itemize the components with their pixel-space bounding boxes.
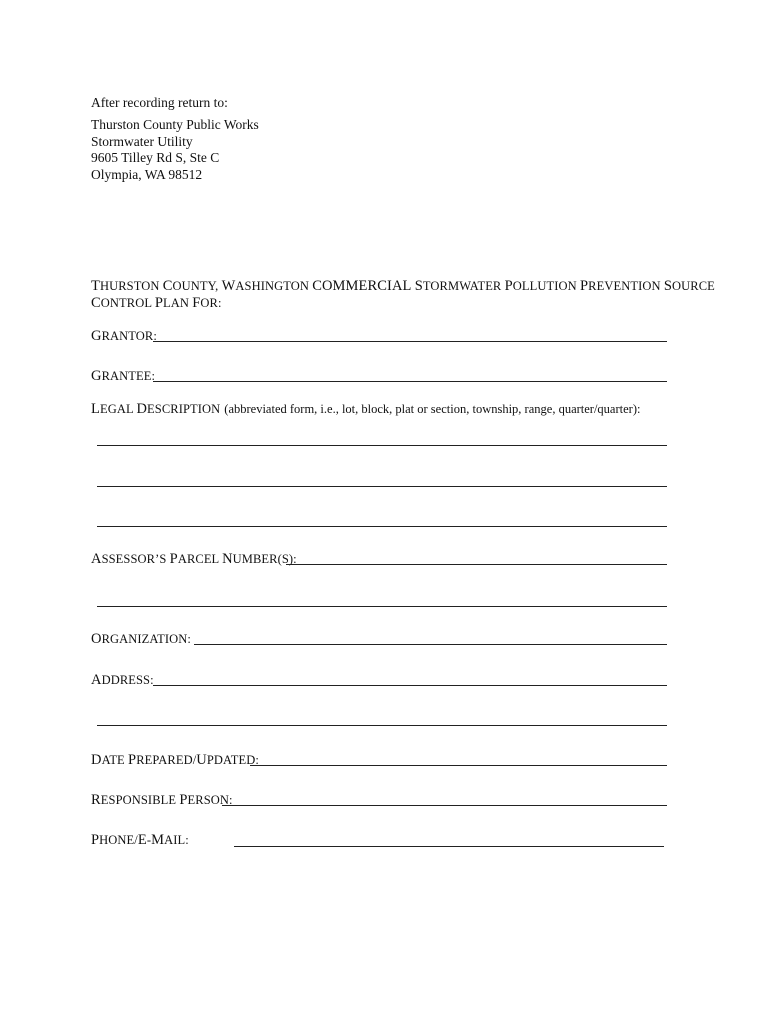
address-field-2[interactable] [97, 725, 667, 726]
form-title-line-1: THURSTON COUNTY, WASHINGTON COMMERCIAL STORMWATER POLLUTION PREVENTION SOURCE [91, 278, 715, 294]
return-address-line: Thurston County Public Works [91, 117, 259, 132]
grantor-label: GRANTOR: [91, 328, 157, 344]
phone-email-label: PHONE/E-MAIL: [91, 832, 189, 848]
legal-description-field-3[interactable] [97, 526, 667, 527]
legal-description-label: LEGAL DESCRIPTION (abbreviated form, i.e., lot, block, plat or section, township, range, quarter/quarter): [91, 401, 641, 417]
date-prepared-field[interactable] [250, 765, 667, 766]
address-label: ADDRESS: [91, 672, 154, 688]
responsible-person-label: RESPONSIBLE PERSON: [91, 792, 233, 808]
grantee-field[interactable] [153, 381, 667, 382]
parcel-number-field-1[interactable] [286, 564, 667, 565]
organization-field[interactable] [194, 644, 667, 645]
grantee-label: GRANTEE: [91, 368, 156, 384]
return-address-line: Olympia, WA 98512 [91, 166, 203, 182]
legal-description-field-2[interactable] [97, 486, 667, 487]
date-prepared-label: DATE PREPARED/UPDATED: [91, 752, 259, 768]
return-address [91, 117, 259, 183]
organization-label: ORGANIZATION: [91, 631, 191, 647]
address-field-1[interactable] [153, 685, 667, 686]
form-title-line-2: CONTROL PLAN FOR: [91, 295, 222, 311]
grantor-field[interactable] [153, 341, 667, 342]
parcel-number-label: ASSESSOR’S PARCEL NUMBER(S): [91, 551, 297, 567]
legal-description-note: (abbreviated form, i.e., lot, block, plat or section, township, range, quarter/quarter): [224, 402, 641, 416]
responsible-person-field[interactable] [222, 805, 667, 806]
return-address-line: Stormwater Utility [91, 133, 193, 149]
return-address-line: 9605 Tilley Rd S, Ste C [91, 150, 220, 165]
legal-description-field-1[interactable] [97, 445, 667, 446]
return-heading: After recording return to: [91, 95, 228, 110]
phone-email-field[interactable] [234, 846, 664, 847]
parcel-number-field-2[interactable] [97, 606, 667, 607]
